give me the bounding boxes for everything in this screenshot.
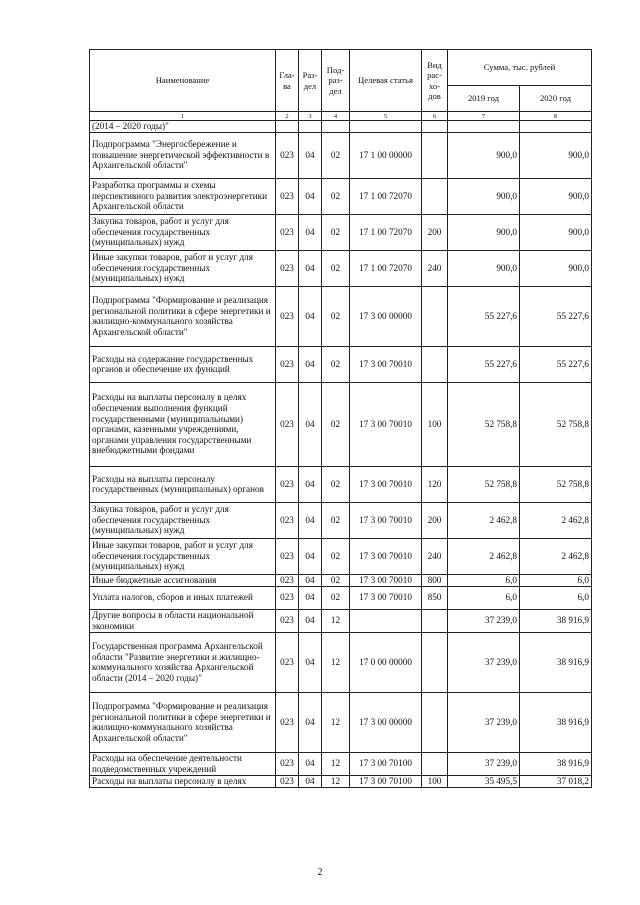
row-vid xyxy=(422,132,448,178)
row-podrazdel: 02 xyxy=(322,250,350,286)
row-glava: 023 xyxy=(276,382,299,466)
row-sum-2020: 900,0 xyxy=(520,178,592,214)
column-number: 2 xyxy=(276,112,299,121)
row-podrazdel: 02 xyxy=(322,382,350,466)
row-target: 17 3 00 70010 xyxy=(350,538,422,574)
page-number: 2 xyxy=(317,867,323,878)
row-glava: 023 xyxy=(276,775,299,787)
table-row xyxy=(90,466,592,502)
row-podrazdel: 12 xyxy=(322,775,350,787)
row-razdel: 04 xyxy=(299,178,322,214)
table-row xyxy=(90,346,592,382)
row-name: Иные бюджетные ассигнования xyxy=(90,574,276,586)
column-number: 4 xyxy=(322,112,350,121)
row-target: 17 3 00 70100 xyxy=(350,752,422,775)
row-sum-2020: 38 916,9 xyxy=(520,752,592,775)
row-razdel: 04 xyxy=(299,382,322,466)
row-vid: 850 xyxy=(422,586,448,609)
row-razdel: 04 xyxy=(299,609,322,632)
column-number: 8 xyxy=(520,112,592,121)
row-glava: 023 xyxy=(276,586,299,609)
row-target: 17 3 00 00000 xyxy=(350,286,422,346)
row-glava: 023 xyxy=(276,286,299,346)
table-row xyxy=(90,121,592,133)
row-name: Государственная программа Архангельской области "Развитие энергетики и жилищно-коммунального хозяйства Архангельской области (2014 – 2020 годы)" xyxy=(90,632,276,692)
row-target: 17 3 00 70010 xyxy=(350,586,422,609)
table-header xyxy=(90,50,592,112)
row-glava: 023 xyxy=(276,692,299,752)
row-sum-2019: 900,0 xyxy=(448,250,520,286)
row-glava: 023 xyxy=(276,466,299,502)
row-name: (2014 – 2020 годы)" xyxy=(90,121,276,133)
row-razdel xyxy=(299,121,322,133)
row-podrazdel: 02 xyxy=(322,214,350,250)
row-sum-2020: 52 758,8 xyxy=(520,382,592,466)
row-sum-2020: 37 018,2 xyxy=(520,775,592,787)
row-vid xyxy=(422,121,448,133)
row-name: Расходы на выплаты персоналу в целях обеспечения выполнения функций государственными (муниципальными) органами, казенными учреждениями, органами управления государственными внебюджетными фондами xyxy=(90,382,276,466)
row-name: Уплата налогов, сборов и иных платежей xyxy=(90,586,276,609)
row-vid: 100 xyxy=(422,775,448,787)
row-target: 17 1 00 72070 xyxy=(350,178,422,214)
row-name: Закупка товаров, работ и услуг для обеспечения государственных (муниципальных) нужд xyxy=(90,502,276,538)
row-name: Расходы на выплаты персоналу государственных (муниципальных) органов xyxy=(90,466,276,502)
row-vid: 100 xyxy=(422,382,448,466)
row-target: 17 3 00 70010 xyxy=(350,382,422,466)
row-podrazdel: 12 xyxy=(322,632,350,692)
row-razdel: 04 xyxy=(299,466,322,502)
header-vid: Вид рас-хо-дов xyxy=(422,50,448,112)
row-name: Закупка товаров, работ и услуг для обеспечения государственных (муниципальных) нужд xyxy=(90,214,276,250)
table-body xyxy=(90,112,592,788)
row-podrazdel: 02 xyxy=(322,538,350,574)
row-vid: 240 xyxy=(422,538,448,574)
row-podrazdel: 02 xyxy=(322,132,350,178)
row-razdel: 04 xyxy=(299,538,322,574)
row-name: Разработка программы и схемы перспективного развития электроэнергетики Архангельской области xyxy=(90,178,276,214)
table-row xyxy=(90,752,592,775)
table-row xyxy=(90,538,592,574)
row-name: Подпрограмма "Энергосбережение и повышение энергетической эффективности в Архангельской области" xyxy=(90,132,276,178)
row-razdel: 04 xyxy=(299,250,322,286)
row-glava: 023 xyxy=(276,178,299,214)
table-row xyxy=(90,586,592,609)
table-row xyxy=(90,609,592,632)
row-target xyxy=(350,121,422,133)
row-razdel: 04 xyxy=(299,775,322,787)
row-podrazdel xyxy=(322,121,350,133)
row-vid xyxy=(422,632,448,692)
row-podrazdel: 02 xyxy=(322,178,350,214)
row-target: 17 0 00 00000 xyxy=(350,632,422,692)
row-razdel: 04 xyxy=(299,346,322,382)
row-target: 17 1 00 72070 xyxy=(350,214,422,250)
row-sum-2020: 38 916,9 xyxy=(520,609,592,632)
row-vid xyxy=(422,178,448,214)
row-podrazdel: 12 xyxy=(322,609,350,632)
table-row xyxy=(90,214,592,250)
header-glava: Гла-ва xyxy=(276,50,299,112)
row-sum-2019: 37 239,0 xyxy=(448,632,520,692)
column-number: 1 xyxy=(90,112,276,121)
row-razdel: 04 xyxy=(299,502,322,538)
row-name: Подпрограмма "Формирование и реализация региональной политики в сфере энергетики и жилищно-коммунального хозяйства Архангельской области" xyxy=(90,692,276,752)
column-number: 3 xyxy=(299,112,322,121)
row-sum-2020: 52 758,8 xyxy=(520,466,592,502)
row-name: Иные закупки товаров, работ и услуг для обеспечения государственных (муниципальных) нужд xyxy=(90,250,276,286)
column-number: 7 xyxy=(448,112,520,121)
row-sum-2019: 900,0 xyxy=(448,178,520,214)
row-podrazdel: 02 xyxy=(322,574,350,586)
row-podrazdel: 02 xyxy=(322,466,350,502)
row-podrazdel: 02 xyxy=(322,286,350,346)
row-sum-2019: 2 462,8 xyxy=(448,502,520,538)
row-razdel: 04 xyxy=(299,574,322,586)
row-vid xyxy=(422,609,448,632)
row-sum-2019: 6,0 xyxy=(448,586,520,609)
row-target: 17 3 00 70010 xyxy=(350,466,422,502)
row-target: 17 3 00 70010 xyxy=(350,574,422,586)
row-sum-2020: 900,0 xyxy=(520,214,592,250)
row-vid: 800 xyxy=(422,574,448,586)
table-row xyxy=(90,250,592,286)
row-sum-2019: 52 758,8 xyxy=(448,382,520,466)
row-vid xyxy=(422,692,448,752)
row-name: Расходы на выплаты персоналу в целях xyxy=(90,775,276,787)
table-row xyxy=(90,692,592,752)
row-sum-2020: 6,0 xyxy=(520,586,592,609)
table-row xyxy=(90,286,592,346)
header-razdel: Раз-дел xyxy=(299,50,322,112)
row-vid xyxy=(422,752,448,775)
row-target xyxy=(350,609,422,632)
row-sum-2019: 55 227,6 xyxy=(448,286,520,346)
row-glava: 023 xyxy=(276,609,299,632)
row-sum-2019: 37 239,0 xyxy=(448,752,520,775)
row-glava: 023 xyxy=(276,538,299,574)
budget-table xyxy=(89,49,592,788)
row-name: Иные закупки товаров, работ и услуг для обеспечения государственных (муниципальных) нужд xyxy=(90,538,276,574)
row-sum-2020: 900,0 xyxy=(520,132,592,178)
row-target: 17 3 00 70100 xyxy=(350,775,422,787)
table-row xyxy=(90,502,592,538)
row-sum-2020: 55 227,6 xyxy=(520,286,592,346)
row-glava: 023 xyxy=(276,250,299,286)
row-sum-2020: 38 916,9 xyxy=(520,632,592,692)
row-sum-2019: 900,0 xyxy=(448,214,520,250)
row-sum-2019 xyxy=(448,121,520,133)
row-glava: 023 xyxy=(276,132,299,178)
row-razdel: 04 xyxy=(299,586,322,609)
row-sum-2020: 55 227,6 xyxy=(520,346,592,382)
row-sum-2019: 35 495,5 xyxy=(448,775,520,787)
column-numbering-row xyxy=(90,112,592,121)
row-vid: 200 xyxy=(422,214,448,250)
row-glava: 023 xyxy=(276,214,299,250)
row-name: Другие вопросы в области национальной экономики xyxy=(90,609,276,632)
row-name: Подпрограмма "Формирование и реализация региональной политики в сфере энергетики и жилищно-коммунального хозяйства Архангельской области" xyxy=(90,286,276,346)
row-target: 17 1 00 72070 xyxy=(350,250,422,286)
table-row xyxy=(90,632,592,692)
row-razdel: 04 xyxy=(299,286,322,346)
row-target: 17 1 00 00000 xyxy=(350,132,422,178)
row-glava: 023 xyxy=(276,752,299,775)
row-razdel: 04 xyxy=(299,632,322,692)
table-row xyxy=(90,574,592,586)
row-razdel: 04 xyxy=(299,752,322,775)
row-glava: 023 xyxy=(276,502,299,538)
row-razdel: 04 xyxy=(299,214,322,250)
row-target: 17 3 00 70010 xyxy=(350,502,422,538)
row-sum-2019: 52 758,8 xyxy=(448,466,520,502)
row-target: 17 3 00 00000 xyxy=(350,692,422,752)
row-glava: 023 xyxy=(276,574,299,586)
row-sum-2019: 2 462,8 xyxy=(448,538,520,574)
row-podrazdel: 12 xyxy=(322,692,350,752)
row-razdel: 04 xyxy=(299,132,322,178)
row-vid: 120 xyxy=(422,466,448,502)
row-sum-2019: 900,0 xyxy=(448,132,520,178)
row-sum-2020: 900,0 xyxy=(520,250,592,286)
row-glava: 023 xyxy=(276,632,299,692)
table-row xyxy=(90,382,592,466)
row-target: 17 3 00 70010 xyxy=(350,346,422,382)
row-name: Расходы на содержание государственных органов и обеспечение их функций xyxy=(90,346,276,382)
header-podrazdel: Под-раз-дел xyxy=(322,50,350,112)
row-sum-2019: 37 239,0 xyxy=(448,692,520,752)
table-row xyxy=(90,132,592,178)
row-vid: 240 xyxy=(422,250,448,286)
table-row xyxy=(90,775,592,787)
row-vid: 200 xyxy=(422,502,448,538)
row-podrazdel: 02 xyxy=(322,586,350,609)
row-glava xyxy=(276,121,299,133)
row-glava: 023 xyxy=(276,346,299,382)
row-sum-2020: 2 462,8 xyxy=(520,502,592,538)
row-vid xyxy=(422,346,448,382)
row-vid xyxy=(422,286,448,346)
table-row xyxy=(90,178,592,214)
row-sum-2020: 38 916,9 xyxy=(520,692,592,752)
row-podrazdel: 12 xyxy=(322,752,350,775)
row-sum-2020 xyxy=(520,121,592,133)
row-sum-2019: 6,0 xyxy=(448,574,520,586)
row-sum-2020: 6,0 xyxy=(520,574,592,586)
row-razdel: 04 xyxy=(299,692,322,752)
row-name: Расходы на обеспечение деятельности подведомственных учреждений xyxy=(90,752,276,775)
column-number: 5 xyxy=(350,112,422,121)
header-name: Наименование xyxy=(90,50,276,112)
column-number: 6 xyxy=(422,112,448,121)
header-sum: Сумма, тыс. рублей xyxy=(448,50,592,86)
header-target: Целевая статья xyxy=(350,50,422,112)
header-year-2020: 2020 год xyxy=(520,86,592,112)
row-sum-2020: 2 462,8 xyxy=(520,538,592,574)
header-year-2019: 2019 год xyxy=(448,86,520,112)
row-sum-2019: 55 227,6 xyxy=(448,346,520,382)
row-sum-2019: 37 239,0 xyxy=(448,609,520,632)
row-podrazdel: 02 xyxy=(322,502,350,538)
row-podrazdel: 02 xyxy=(322,346,350,382)
